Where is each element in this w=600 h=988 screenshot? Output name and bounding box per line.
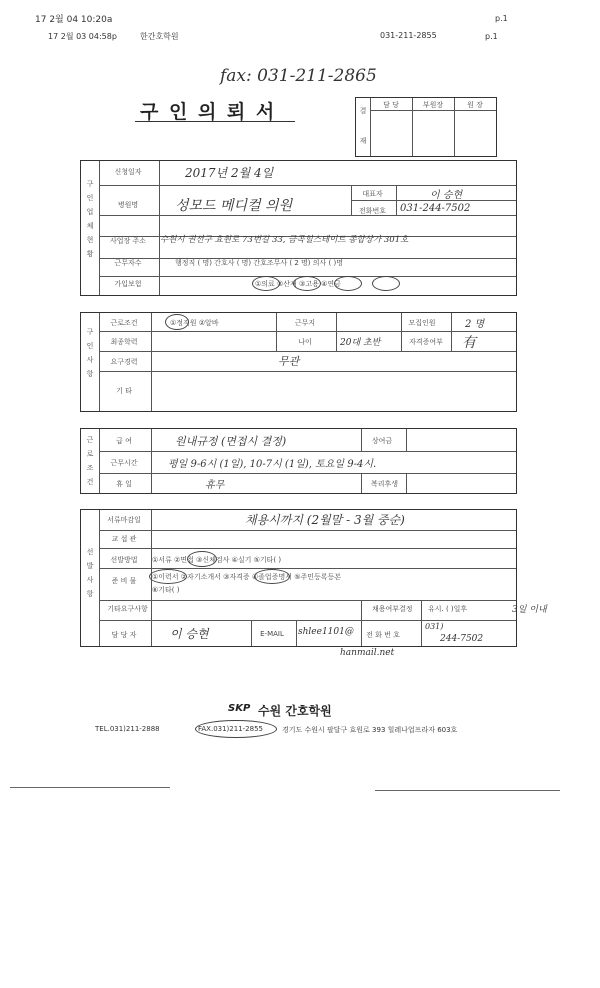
email-value: shlee1101@ (298, 627, 354, 637)
selection-section-label: 선 발 사 항 (86, 548, 94, 598)
fax-header-page-1: p.1 (495, 14, 508, 23)
bottom-rule-right (375, 790, 560, 791)
deadline-label: 서류마감일 (107, 516, 141, 524)
date-value: 2017년 2월 4일 (185, 166, 274, 180)
recruit-label: 모집인원 (408, 319, 436, 327)
fax-header-time-2: 17 2월 03 04:58p (48, 32, 117, 41)
date-label: 신청일자 (114, 168, 142, 176)
footer-fax-circle (195, 720, 277, 738)
insurance-value: ①의료 ②산재 ③고용 ④연금 (255, 280, 341, 288)
etc-label: 기 타 (116, 387, 132, 395)
documents-circle-1 (149, 569, 187, 584)
insurance-circle-2 (293, 276, 321, 291)
salary-label: 급 여 (116, 437, 132, 445)
hospital-name-value: 성모드 메디컬 의원 (175, 198, 293, 214)
fax-header-time-1: 17 2월 04 10:20a (35, 15, 113, 25)
company-section-label: 구 인 업 체 현 황 (86, 180, 94, 258)
insurance-circle-4 (372, 276, 400, 291)
contact-phone-value-2: 244-7502 (440, 634, 484, 644)
company-section (80, 160, 517, 296)
approval-col-vice: 부원장 (422, 101, 444, 109)
handwritten-fax-number: fax: 031-211-2865 (220, 66, 377, 86)
method-value: ①서류 ②면접 ③신체검사 ④실기 ⑤기타( ) (152, 556, 282, 564)
holiday-value: 휴무 (205, 480, 225, 491)
hospital-name-label: 병원명 (117, 201, 139, 209)
phone-label: 전화번호 (358, 207, 387, 215)
age-value: 20대 초반 (340, 338, 381, 348)
welfare-label: 복리후생 (370, 480, 399, 488)
footer-address: 경기도 수원시 팔달구 효원로 393 힐레나업프라자 603호 (282, 726, 458, 734)
email-handwritten-domain: hanmail.net (340, 648, 395, 658)
approval-side-top: 결 (359, 107, 367, 115)
recruit-value: 2 명 (465, 319, 485, 330)
extra-requirements-label: 기타요구사항 (107, 605, 148, 613)
career-label: 요구경력 (110, 358, 138, 366)
address-value: 수원시 권선구 효원로 73번길 33, 금곡힐스테이트 종합상가 301호 (160, 235, 409, 245)
staff-label: 근무자수 (114, 259, 142, 267)
footer-tel: TEL.031)211-2888 (95, 725, 160, 733)
fax-header-number: 031-211-2855 (380, 31, 437, 40)
insurance-label: 가입보험 (114, 280, 142, 288)
email-label: E-MAIL (260, 630, 284, 638)
fax-header-page-2: p.1 (485, 32, 498, 41)
career-value: 무관 (278, 355, 300, 368)
license-value: 有 (462, 335, 476, 351)
title-underline (135, 121, 295, 122)
education-label: 최종학력 (110, 338, 138, 346)
staff-value: 행정직 ( 명) 간호사 ( 명) 간호조무사 ( 2 명) 의사 ( )명 (175, 259, 343, 267)
bottom-rule-left (10, 787, 170, 788)
insurance-circle-3 (334, 276, 362, 291)
manager-label: 담 당 자 (111, 631, 137, 639)
footer-fax: FAX.031)211-2855 (198, 725, 263, 733)
work-condition-circle (165, 314, 189, 330)
address-label: 사업장 주소 (109, 237, 147, 245)
fax-header-sender: 한간호학원 (140, 32, 179, 41)
method-label: 선발방법 (110, 556, 138, 564)
phone-value: 031-244-7502 (400, 203, 471, 214)
approval-box (355, 97, 497, 157)
representative-label: 대표자 (362, 190, 383, 198)
bonus-label: 상여금 (371, 437, 393, 445)
insurance-circle-1 (252, 276, 280, 291)
approval-col-manager: 담 당 (383, 101, 399, 109)
salary-value: 원내규정 (면접시 결정) (175, 435, 287, 448)
work-condition-label: 근로조건 (110, 319, 138, 327)
workplace-label: 근무지 (294, 319, 316, 327)
documents-value-1: ①이력서 ②자기소개서 ③자격증 ④졸업증명서 ⑤주민등록등본 (152, 573, 342, 581)
work-hours-value: 평일 9-6시 (1일), 10-7시 (1일), 토요일 9-4시. (168, 459, 377, 470)
documents-value-2: ⑥기타( ) (152, 586, 180, 594)
documents-label: 준 비 물 (111, 577, 137, 585)
contact-phone-value-1: 031) (425, 622, 444, 631)
method-circle (187, 551, 217, 567)
notify-handwritten: 3일 이내 (512, 605, 547, 615)
school-logo: SKP (228, 703, 251, 714)
manager-value: 이 승현 (170, 627, 209, 641)
deadline-value: 채용시까지 (2월말 - 3월 중순) (245, 513, 405, 527)
age-label: 나이 (298, 338, 312, 346)
approval-col-director: 원 장 (467, 101, 483, 109)
documents-circle-2 (254, 569, 290, 584)
license-label: 자격증여부 (409, 338, 443, 346)
representative-value: 이 승현 (430, 190, 463, 201)
notify-value: 유시. ( )일후 (428, 605, 468, 613)
work-section-label: 근 로 조 건 (86, 436, 94, 486)
document-title: 구 인 의 뢰 서 (140, 101, 277, 123)
approval-side-bottom: 재 (359, 137, 367, 145)
notify-label: 채용여부결정 (372, 605, 413, 613)
contact-label: 교 섭 관 (111, 535, 137, 543)
work-condition-value: ①정직원 ②알바 (170, 319, 219, 327)
work-hours-label: 근무시간 (110, 459, 138, 467)
contact-phone-label: 전 화 번 호 (366, 631, 400, 639)
holiday-label: 휴 일 (116, 480, 132, 488)
job-section-label: 구 인 사 항 (86, 328, 94, 378)
school-name: 수원 간호학원 (258, 704, 332, 718)
